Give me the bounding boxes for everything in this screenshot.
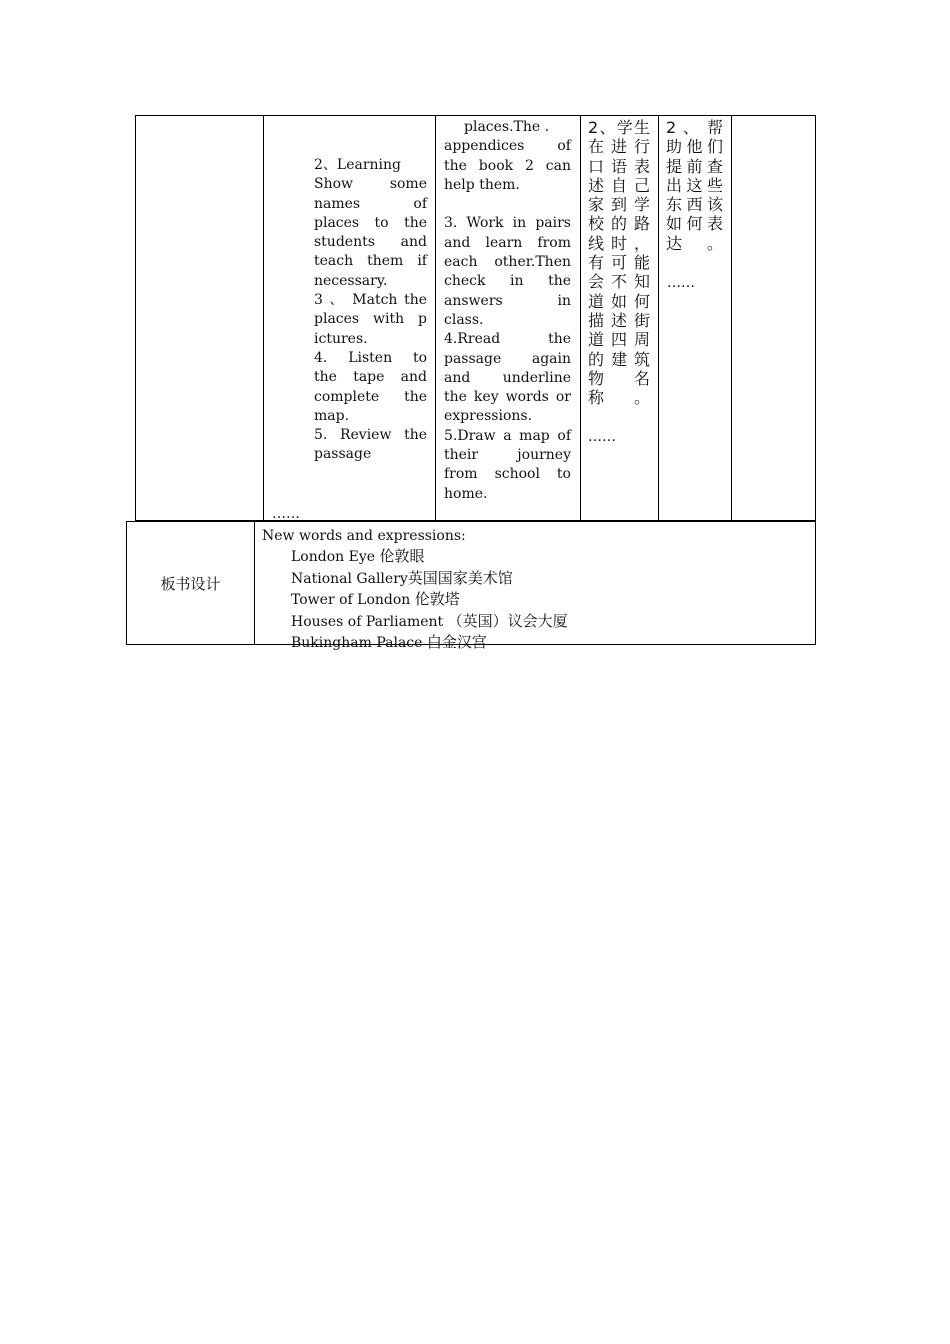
item-chinese: 伦敦塔: [414, 590, 460, 609]
purpose-line: 助他们: [666, 137, 723, 157]
intent-line: 称。: [588, 388, 650, 408]
item-chinese: 英国国家美术馆: [407, 568, 513, 587]
activity-line: 2、Learning: [314, 157, 402, 173]
board-design-table: [126, 521, 816, 652]
intent-line: 道四周: [588, 330, 650, 350]
activity-line: class.: [444, 311, 484, 328]
activity-line: expressions.: [444, 408, 533, 425]
ellipsis: ……: [272, 506, 300, 522]
activity-line: appendices of: [444, 138, 571, 155]
board-design-label: 板书设计: [127, 522, 255, 644]
activity-line: 4.Rread the: [444, 331, 571, 348]
activity-line: home.: [444, 485, 488, 502]
item-chinese: 白金汉宫: [426, 633, 487, 652]
activity-line: check in the: [444, 273, 571, 290]
teacher-activity-cell: [314, 156, 427, 465]
item-chinese: 伦敦眼: [379, 547, 425, 566]
activity-line: 5. Review the: [314, 427, 427, 444]
column-divider: [263, 116, 264, 520]
activity-line: passage: [314, 446, 372, 463]
intent-line: 道如何: [588, 291, 650, 311]
activity-line: places with p: [314, 311, 427, 328]
activity-line: names of: [314, 195, 427, 212]
activity-line: answers in: [444, 292, 571, 309]
board-item: [262, 611, 815, 632]
activity-line: teach them if: [314, 253, 427, 270]
column-divider: [731, 116, 732, 520]
purpose-line: 东西该: [666, 195, 723, 215]
blank-line: [444, 195, 571, 214]
activity-line: their journey: [444, 447, 571, 464]
item-english: Houses of Parliament: [291, 613, 444, 630]
purpose-line: 提前查: [666, 156, 723, 176]
intent-line: 物 名: [588, 368, 650, 388]
activity-line: ictures.: [314, 330, 368, 347]
intent-line: 校的路: [588, 214, 650, 234]
item-english: National Gallery: [291, 570, 408, 587]
lesson-steps-table: [135, 115, 816, 521]
design-intent-cell: [588, 118, 650, 407]
activity-line: passage again: [444, 350, 571, 367]
activity-line: the key words or: [444, 389, 571, 406]
activity-line: Show some: [314, 176, 427, 193]
column-divider: [580, 116, 581, 520]
item-english: Bukingham Palace: [291, 635, 423, 652]
activity-line: the book 2 can: [444, 157, 571, 174]
activity-line: necessary.: [314, 272, 388, 289]
activity-line: complete the: [314, 388, 427, 405]
intent-line: 会不知: [588, 272, 650, 292]
board-item: [262, 546, 815, 567]
activity-line: from school to: [444, 466, 571, 483]
activity-line: places to the: [314, 214, 427, 231]
purpose-line: 如何表: [666, 214, 723, 234]
student-activity-cell: [444, 118, 571, 504]
intent-line: 述自己: [588, 175, 650, 195]
intent-line: 有可能: [588, 253, 650, 273]
ellipsis: ……: [588, 429, 616, 445]
board-item: [262, 632, 815, 653]
item-chinese: （英国）议会大厦: [447, 611, 568, 630]
purpose-line: 2 、 帮: [666, 118, 723, 137]
column-divider: [658, 116, 659, 520]
purpose-line: 达。: [666, 233, 723, 253]
activity-line: 3 、 Match the: [314, 292, 427, 309]
intent-line: 2、学生: [588, 118, 650, 137]
purpose-cell: [666, 118, 723, 253]
intent-line: 线时，: [588, 233, 650, 253]
activity-line: 5.Draw a map of: [444, 427, 571, 444]
activity-line: and underline: [444, 369, 571, 386]
board-heading: New words and expressions:: [262, 528, 466, 544]
item-english: Tower of London: [291, 592, 411, 609]
column-divider: [435, 116, 436, 520]
activity-line: 3. Work in pairs: [444, 215, 571, 232]
item-english: London Eye: [291, 549, 376, 566]
purpose-line: 出这些: [666, 175, 723, 195]
intent-line: 的建筑: [588, 349, 650, 369]
activity-line: help them.: [444, 176, 520, 193]
board-design-content: [262, 526, 815, 653]
ellipsis: ……: [667, 275, 695, 291]
intent-line: 口语表: [588, 156, 650, 176]
activity-line: and learn from: [444, 234, 571, 251]
board-item: [262, 568, 815, 589]
activity-line: 4. Listen to: [314, 349, 427, 366]
board-item: [262, 589, 815, 610]
intent-line: 描述街: [588, 310, 650, 330]
activity-line: each other.Then: [444, 254, 571, 271]
activity-line: students and: [314, 234, 427, 251]
activity-line: places.The .: [464, 119, 550, 135]
intent-line: 在进行: [588, 137, 650, 157]
activity-line: map.: [314, 407, 350, 424]
intent-line: 家到学: [588, 195, 650, 215]
activity-line: the tape and: [314, 369, 427, 386]
